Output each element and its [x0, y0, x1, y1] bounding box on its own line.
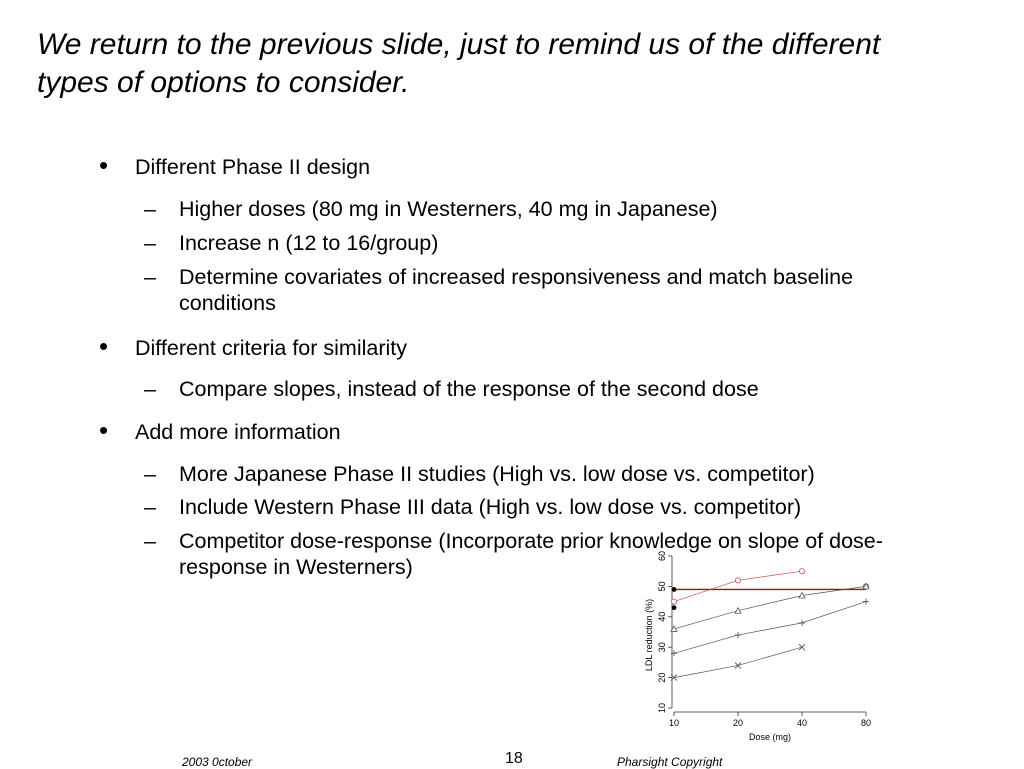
y-tick-label: 30: [657, 642, 667, 653]
bullet-text: Different Phase II design: [135, 155, 371, 179]
data-point-circle: [799, 569, 804, 574]
dash-marker: –: [144, 197, 156, 221]
data-point-plus: [799, 620, 805, 626]
footer-date: 2003 0ctober: [182, 755, 253, 769]
dash-marker: –: [144, 265, 156, 289]
bullet-marker: •: [99, 415, 109, 445]
bullet-add-information: [99, 415, 341, 445]
x-tick-label: 20: [732, 718, 744, 728]
dash-marker: –: [144, 529, 156, 553]
series-line: [674, 586, 866, 629]
data-point-cross: [735, 662, 741, 668]
y-tick-label: 10: [657, 702, 667, 714]
x-tick-label: 80: [860, 718, 872, 728]
tick-group: [657, 551, 871, 728]
sub-bullet-text: More Japanese Phase II studies (High vs. low dose vs. competitor): [179, 462, 815, 486]
dash-marker: –: [144, 495, 156, 519]
dash-marker: –: [144, 231, 156, 255]
data-point-plus: [863, 599, 869, 605]
sub-bullet-higher-doses: [144, 196, 969, 222]
footer-copyright: Pharsight Copyright: [617, 755, 723, 769]
sub-bullet-covariates: [144, 264, 899, 316]
sub-bullet-text: Determine covariates of increased responsiveness and match baseline conditions: [179, 265, 854, 315]
series-line: [674, 571, 802, 601]
sub-bullet-western-phase-iii: [144, 494, 969, 520]
dash-marker: –: [144, 377, 156, 401]
data-point-circle: [671, 599, 676, 604]
data-point-circle: [735, 578, 740, 583]
sub-bullet-text: Higher doses (80 mg in Westerners, 40 mg in Japanese): [179, 197, 718, 221]
bullet-marker: •: [99, 331, 109, 361]
sub-bullet-text: Competitor dose-response (Incorporate prior knowledge on slope of dose-response in Westerners): [179, 529, 883, 579]
series-line: [674, 602, 866, 654]
y-tick-label: 50: [657, 581, 667, 592]
sub-bullet-increase-n: [144, 230, 969, 256]
y-tick-label: 40: [657, 611, 667, 622]
bullet-similarity-criteria: [99, 331, 407, 361]
bullet-text: Add more information: [135, 420, 341, 444]
bullet-phase-ii-design: [99, 150, 371, 180]
dash-marker: –: [144, 462, 156, 486]
sub-bullet-text: Include Western Phase III data (High vs. low dose vs. competitor): [179, 495, 802, 519]
plot-frame: [672, 556, 866, 712]
bullet-text: Different criteria for similarity: [135, 336, 407, 360]
x-tick-label: 40: [796, 718, 808, 728]
page-number: 18: [505, 750, 523, 767]
x-axis-label: Dose (mg): [748, 732, 792, 742]
sub-bullet-text: Increase n (12 to 16/group): [179, 231, 439, 255]
sub-bullet-japanese-studies: [144, 461, 969, 487]
bullet-marker: •: [99, 150, 109, 180]
data-point-filled: [672, 587, 677, 592]
sub-bullet-text: Compare slopes, instead of the response of the second dose: [179, 377, 759, 401]
sub-bullet-compare-slopes: [144, 376, 969, 402]
series-group: [671, 569, 869, 681]
data-point-plus: [735, 632, 741, 638]
dose-response-chart: [630, 550, 880, 745]
y-tick-label: 20: [657, 672, 667, 683]
data-point-cross: [799, 644, 805, 650]
data-point-filled: [672, 605, 677, 610]
x-tick-label: 10: [668, 718, 680, 728]
y-tick-label: 60: [657, 550, 667, 562]
y-axis-label: LDL reduction (%): [644, 598, 654, 672]
series-line: [674, 647, 802, 677]
slide-title: We return to the previous slide, just to remind us of the different types of options to consider.: [37, 28, 881, 99]
